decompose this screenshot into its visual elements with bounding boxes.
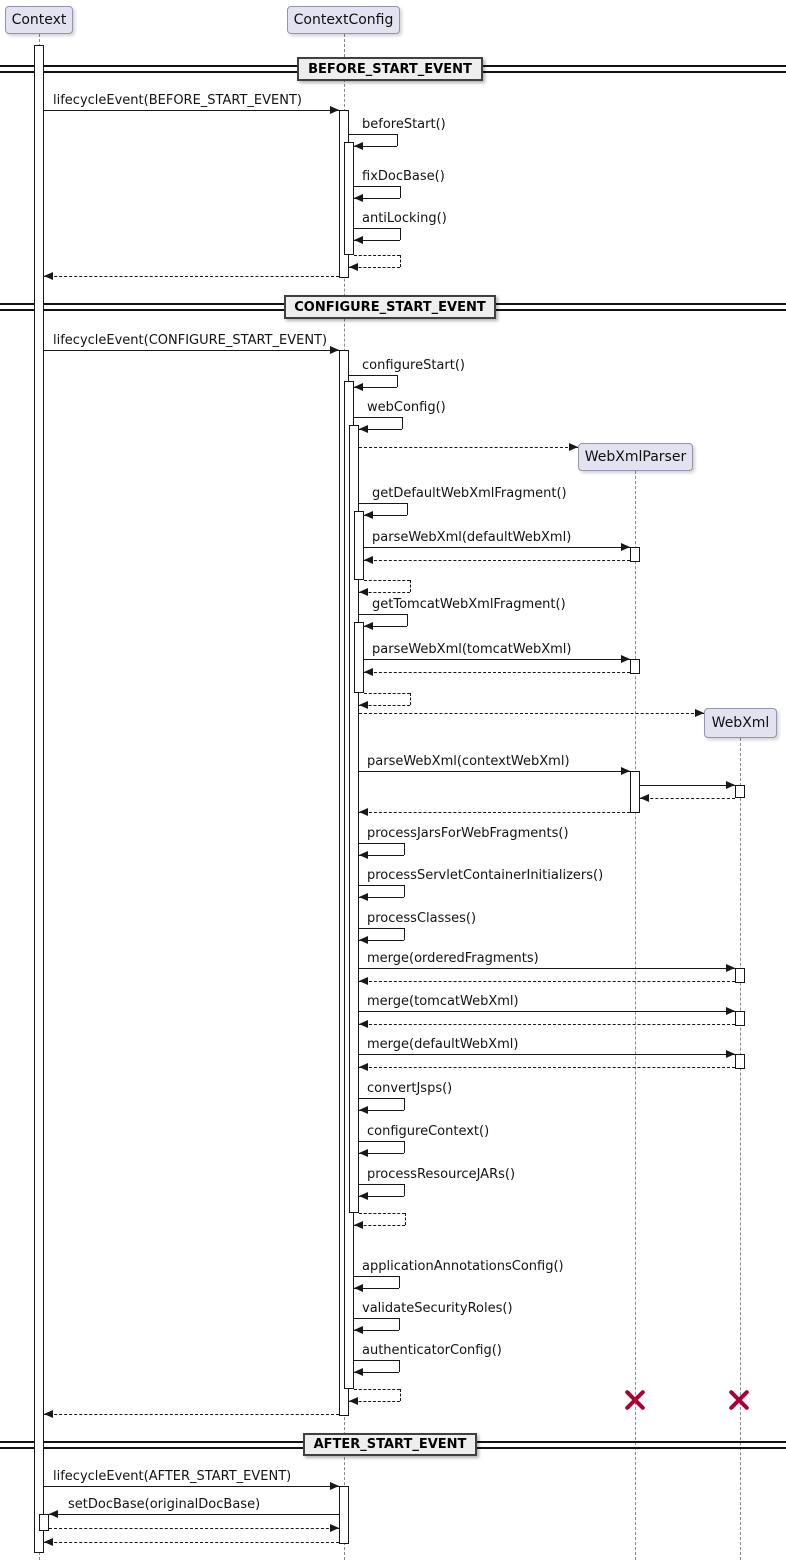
message-line [44, 110, 339, 111]
message-label: convertJsps() [367, 1081, 453, 1096]
message-line [359, 1011, 735, 1012]
message-label: applicationAnnotationsConfig() [362, 1259, 564, 1274]
lifeline-webxml [740, 738, 741, 1560]
message-line [640, 785, 735, 786]
message-label: getTomcatWebXmlFragment() [372, 597, 566, 612]
arrowhead-icon [44, 1538, 53, 1546]
activation-bar [344, 142, 354, 255]
self-message-top [364, 693, 410, 694]
arrowhead-icon [621, 767, 630, 775]
message-label: setDocBase(originalDocBase) [68, 1497, 261, 1512]
message-label: configureContext() [367, 1124, 490, 1139]
activation-bar [34, 45, 44, 1553]
self-message-top [359, 614, 407, 615]
divider-label: CONFIGURE_START_EVENT [294, 299, 486, 315]
arrowhead-icon [354, 236, 363, 244]
self-message-side [397, 134, 398, 146]
arrowhead-icon [354, 1284, 363, 1292]
arrowhead-icon [364, 622, 373, 630]
message-line [359, 1024, 735, 1025]
message-line [364, 672, 630, 673]
message-line [364, 560, 630, 561]
activation-bar [735, 968, 745, 983]
arrowhead-icon [359, 936, 368, 944]
message-line [359, 981, 735, 982]
self-message-side [400, 255, 401, 267]
participant-box-contextconfig [287, 6, 400, 34]
arrowhead-icon [354, 1326, 363, 1334]
arrowhead-icon [354, 142, 363, 150]
message-line [359, 812, 630, 813]
self-message-side [404, 885, 405, 897]
self-message-top [359, 885, 404, 886]
arrowhead-icon [359, 588, 368, 596]
message-label: fixDocBase() [362, 169, 445, 184]
arrowhead-icon [359, 425, 368, 433]
message-line [44, 1414, 339, 1415]
self-message-top [359, 928, 404, 929]
self-message-side [407, 614, 408, 626]
self-message-side [404, 843, 405, 855]
arrowhead-icon [621, 655, 630, 663]
participant-box-webxmlparser [578, 443, 693, 471]
self-message-side [410, 580, 411, 592]
arrowhead-icon [359, 1020, 368, 1028]
arrowhead-icon [349, 1397, 358, 1405]
self-message-side [397, 375, 398, 387]
message-label: processServletContainerInitializers() [367, 868, 604, 883]
activation-bar [630, 659, 640, 674]
self-message-top [359, 503, 407, 504]
self-message-side [404, 1141, 405, 1153]
self-message-side [399, 1318, 400, 1330]
self-message-side [400, 186, 401, 198]
arrowhead-icon [359, 1192, 368, 1200]
activation-bar [735, 1011, 745, 1026]
self-message-top [354, 1389, 400, 1390]
arrowhead-icon [726, 1050, 735, 1058]
message-line [44, 1542, 339, 1543]
arrowhead-icon [354, 383, 363, 391]
arrowhead-icon [359, 977, 368, 985]
self-message-side [402, 417, 403, 429]
message-label: validateSecurityRoles() [362, 1301, 513, 1316]
message-label: parseWebXml(tomcatWebXml) [372, 642, 572, 657]
message-line [44, 1486, 339, 1487]
message-label: processJarsForWebFragments() [367, 826, 569, 841]
activation-bar [354, 622, 364, 693]
message-line [359, 713, 704, 714]
self-message-top [359, 1141, 404, 1142]
message-line [359, 1067, 735, 1068]
self-message-top [354, 228, 400, 229]
arrowhead-icon [354, 194, 363, 202]
message-line [49, 1514, 339, 1515]
message-label: processResourceJARs() [367, 1167, 516, 1182]
arrowhead-icon [726, 964, 735, 972]
divider-label: BEFORE_START_EVENT [308, 61, 472, 77]
arrowhead-icon [354, 1368, 363, 1376]
activation-bar [354, 511, 364, 580]
self-message-side [404, 1184, 405, 1196]
arrowhead-icon [726, 1007, 735, 1015]
message-line [44, 276, 339, 277]
self-message-side [404, 1098, 405, 1110]
message-label: lifecycleEvent(CONFIGURE_START_EVENT) [53, 333, 328, 348]
activation-bar [735, 1054, 745, 1069]
arrowhead-icon [330, 1482, 339, 1490]
arrowhead-icon [359, 1149, 368, 1157]
self-message-side [399, 1276, 400, 1288]
self-message-side [407, 503, 408, 515]
message-label: lifecycleEvent(AFTER_START_EVENT) [53, 1469, 292, 1484]
arrowhead-icon [359, 1063, 368, 1071]
arrowhead-icon [49, 1510, 58, 1518]
message-label: beforeStart() [362, 117, 446, 132]
activation-bar [39, 1514, 49, 1531]
self-message-top [354, 1276, 399, 1277]
message-line [359, 968, 735, 969]
message-line [359, 771, 630, 772]
arrowhead-icon [330, 1524, 339, 1532]
message-label: webConfig() [367, 400, 446, 415]
self-message-top [354, 255, 400, 256]
divider-before-start-event [297, 57, 483, 81]
self-message-top [359, 843, 404, 844]
arrowhead-icon [359, 808, 368, 816]
participant-label: WebXml [711, 715, 770, 731]
activation-bar [339, 1486, 349, 1544]
self-message-side [405, 1213, 406, 1225]
arrowhead-icon [359, 851, 368, 859]
message-line [359, 1054, 735, 1055]
divider-label: AFTER_START_EVENT [313, 1437, 467, 1452]
self-message-top [364, 580, 410, 581]
arrowhead-icon [330, 346, 339, 354]
self-message-top [359, 1213, 405, 1214]
divider-after-start-event [303, 1433, 477, 1456]
message-line [364, 547, 630, 548]
message-label: authenticatorConfig() [362, 1343, 502, 1358]
message-label: merge(defaultWebXml) [367, 1037, 519, 1052]
participant-label: Context [11, 12, 67, 28]
arrowhead-icon [359, 701, 368, 709]
self-message-top [349, 375, 397, 376]
participant-box-context [5, 6, 73, 34]
self-message-top [359, 1098, 404, 1099]
self-message-side [400, 1389, 401, 1401]
activation-bar [630, 771, 640, 813]
message-label: parseWebXml(contextWebXml) [367, 754, 570, 769]
message-label: processClasses() [367, 911, 477, 926]
arrowhead-icon [359, 1106, 368, 1114]
arrowhead-icon [44, 1410, 53, 1418]
message-label: antiLocking() [362, 211, 447, 226]
arrowhead-icon [354, 1221, 363, 1229]
arrowhead-icon [640, 794, 649, 802]
self-message-top [354, 186, 400, 187]
arrowhead-icon [726, 781, 735, 789]
self-message-side [399, 1360, 400, 1372]
activation-bar [735, 785, 745, 798]
message-label: lifecycleEvent(BEFORE_START_EVENT) [53, 93, 302, 108]
message-label: getDefaultWebXmlFragment() [372, 486, 567, 501]
self-message-side [410, 693, 411, 705]
message-line [359, 447, 578, 448]
arrowhead-icon [330, 106, 339, 114]
self-message-top [359, 1184, 404, 1185]
self-message-top [349, 134, 397, 135]
message-line [44, 350, 339, 351]
arrowhead-icon [569, 443, 578, 451]
message-line [640, 798, 735, 799]
arrowhead-icon [364, 668, 373, 676]
participant-label: ContextConfig [293, 12, 394, 28]
arrowhead-icon [359, 893, 368, 901]
arrowhead-icon [349, 263, 358, 271]
message-line [364, 659, 630, 660]
arrowhead-icon [695, 709, 704, 717]
participant-box-webxml [704, 708, 777, 738]
self-message-side [404, 928, 405, 940]
self-message-top [354, 1360, 399, 1361]
arrowhead-icon [621, 543, 630, 551]
self-message-top [354, 1318, 399, 1319]
participant-label: WebXmlParser [584, 449, 687, 465]
arrowhead-icon [44, 272, 53, 280]
arrowhead-icon [364, 556, 373, 564]
message-label: merge(orderedFragments) [367, 951, 539, 966]
message-line [49, 1528, 339, 1529]
divider-configure-start-event [284, 295, 496, 319]
arrowhead-icon [364, 511, 373, 519]
self-message-side [400, 228, 401, 240]
activation-bar [630, 547, 640, 562]
message-label: parseWebXml(defaultWebXml) [372, 530, 572, 545]
message-label: merge(tomcatWebXml) [367, 994, 519, 1009]
message-label: configureStart() [362, 358, 465, 373]
self-message-top [354, 417, 402, 418]
